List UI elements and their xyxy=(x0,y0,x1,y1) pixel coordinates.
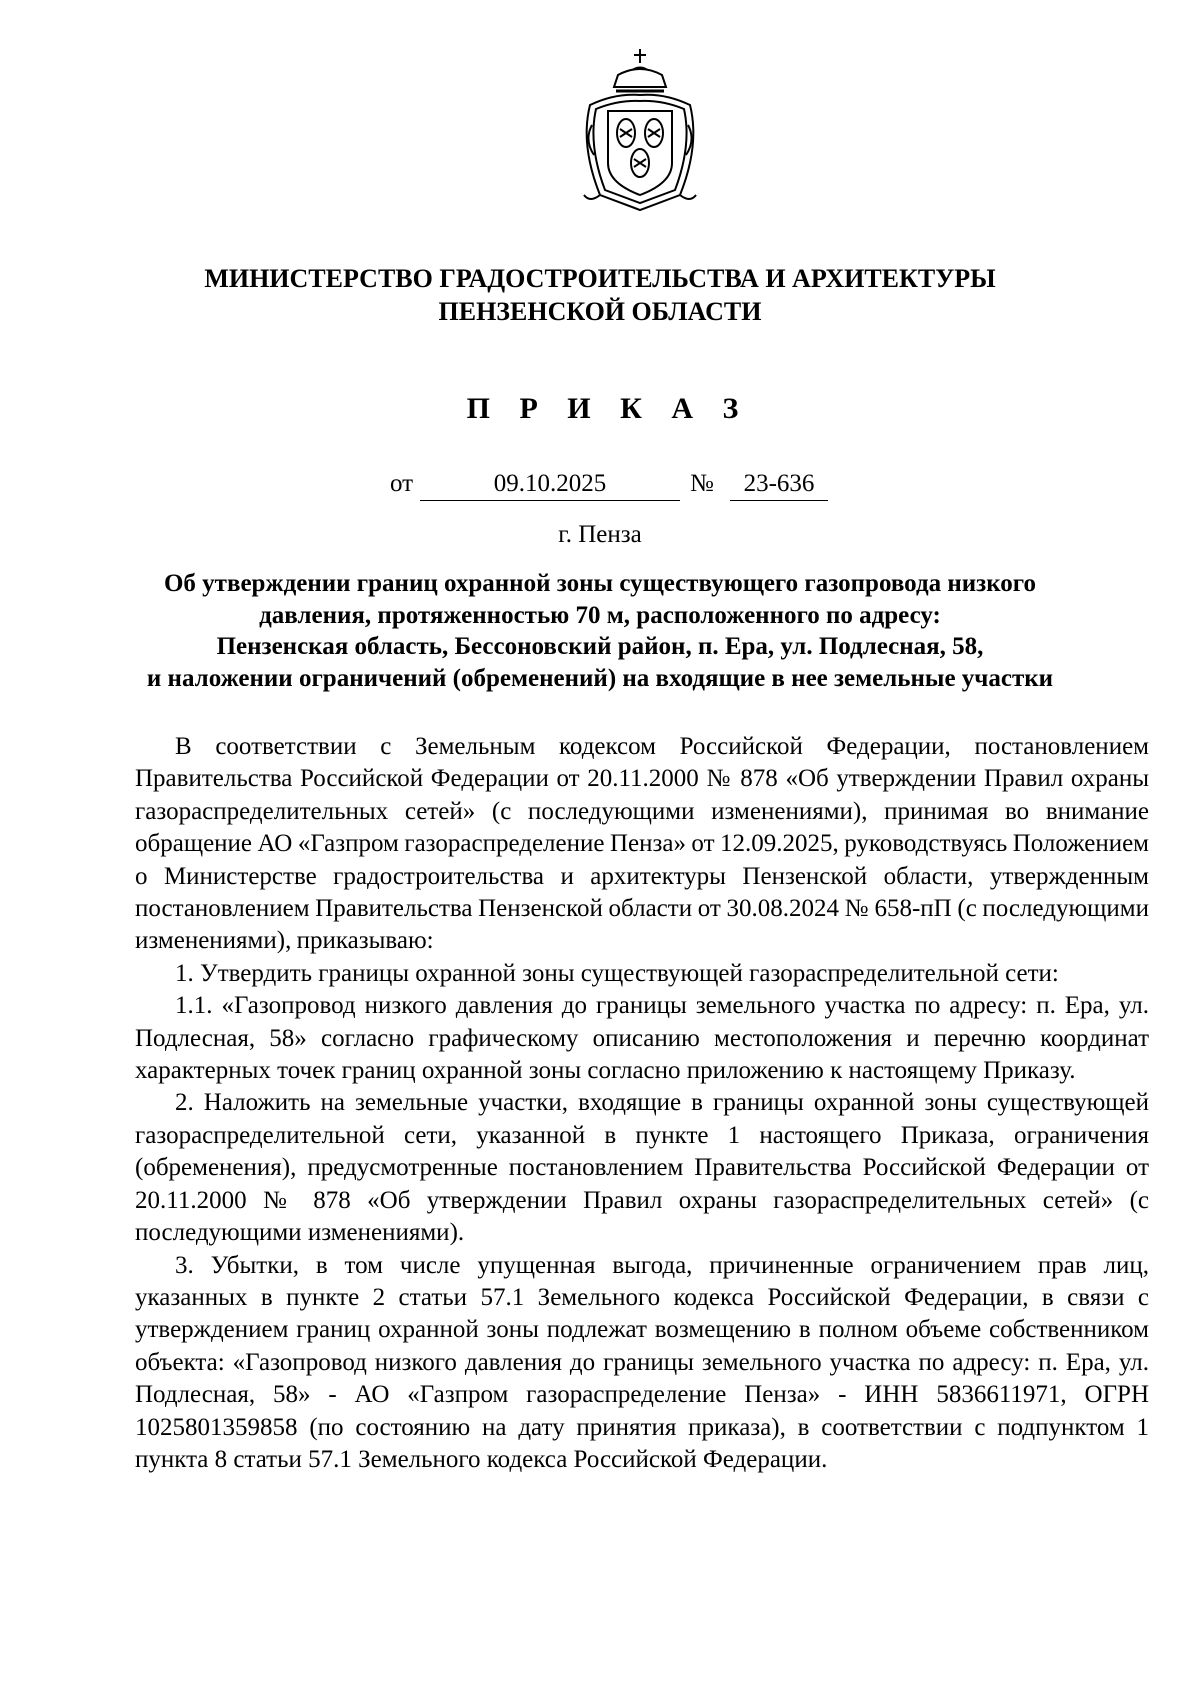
subject-line1: Об утверждении границ охранной зоны существующего газопровода низкого xyxy=(163,570,1037,597)
date-prefix: от xyxy=(390,470,414,497)
document-type: П Р И К А З xyxy=(466,392,750,425)
subject-line2: давления, протяженностью 70 м, расположенного по адресу: xyxy=(259,601,941,629)
paragraph-preamble: В соответствии с Земельным кодексом Российской Федерации, постановлением Правительства Российской Федерации от 20.11.2000 № 878 «Об утверждении Правил охраны газораспределительных сетей» (с последующими изменениями), принимая во внимание обращение АО «Газпром газораспределение Пенза» от 12.09.2025, руководствуясь Положением о Министерстве градостроительства и архитектуры Пензенской области, утвержденным постановлением Правительства Пензенской области от 30.08.2024 № 658-пП (с последующими изменениями), приказываю: xyxy=(135,733,1149,955)
paragraph-item-1: 1. Утвердить границы охранной зоны существующей газораспределительной сети: xyxy=(175,959,1059,987)
city: г. Пенза xyxy=(558,521,642,548)
order-date: 09.10.2025 xyxy=(420,470,680,501)
document-body xyxy=(135,731,1149,1476)
paragraph-item-1-1: 1.1. «Газопровод низкого давления до границы земельного участка по адресу: п. Ера, ул. Подлесная, 58» согласно графическому описанию местоположения и перечню координат характерных точек границ охранной зоны согласно приложению к настоящему Приказу. xyxy=(135,992,1149,1085)
paragraph-item-2: 2. Наложить на земельные участки, входящие в границы охранной зоны существующей газораспределительной сети, указанной в пункте 1 настоящего Приказа, ограничения (обременения), предусмотренные постановлением Правительства Российской Федерации от 20.11.2000 № 878 «Об утверждении Правил охраны газораспределительных сетей» (с последующими изменениями). xyxy=(135,1089,1149,1247)
paragraph-item-3: 3. Убытки, в том числе упущенная выгода, причиненные ограничением прав лиц, указанных в пункте 2 статьи 57.1 Земельного кодекса Российской Федерации, в связи с утверждением границ охранной зоны подлежат возмещению в полном объеме собственником объекта: «Газопровод низкого давления до границы земельного участка по адресу: п. Ера, ул. Подлесная, 58» - АО «Газпром газораспределение Пенза» - ИНН 5836611971, ОГРН 1025801359858 (по состоянию на дату принятия приказа), в соответствии с подпунктом 1 пункта 8 статьи 57.1 Земельного кодекса Российской Федерации. xyxy=(135,1251,1149,1473)
subject-line4: и наложении ограничений (обременений) на входящие в нее земельные участки xyxy=(146,664,1054,692)
number-prefix: № xyxy=(690,470,714,497)
coat-of-arms-icon xyxy=(570,45,710,215)
ministry-name-line2: ПЕНЗЕНСКОЙ ОБЛАСТИ xyxy=(438,297,762,326)
ministry-name-line1: МИНИСТЕРСТВО ГРАДОСТРОИТЕЛЬСТВА И АРХИТЕКТУРЫ xyxy=(204,264,996,293)
subject-line3: Пензенская область, Бессоновский район, п. Ера, ул. Подлесная, 58, xyxy=(216,633,984,660)
order-subject xyxy=(100,568,1100,694)
ministry-name xyxy=(0,262,1200,328)
order-number: 23-636 xyxy=(730,470,828,501)
